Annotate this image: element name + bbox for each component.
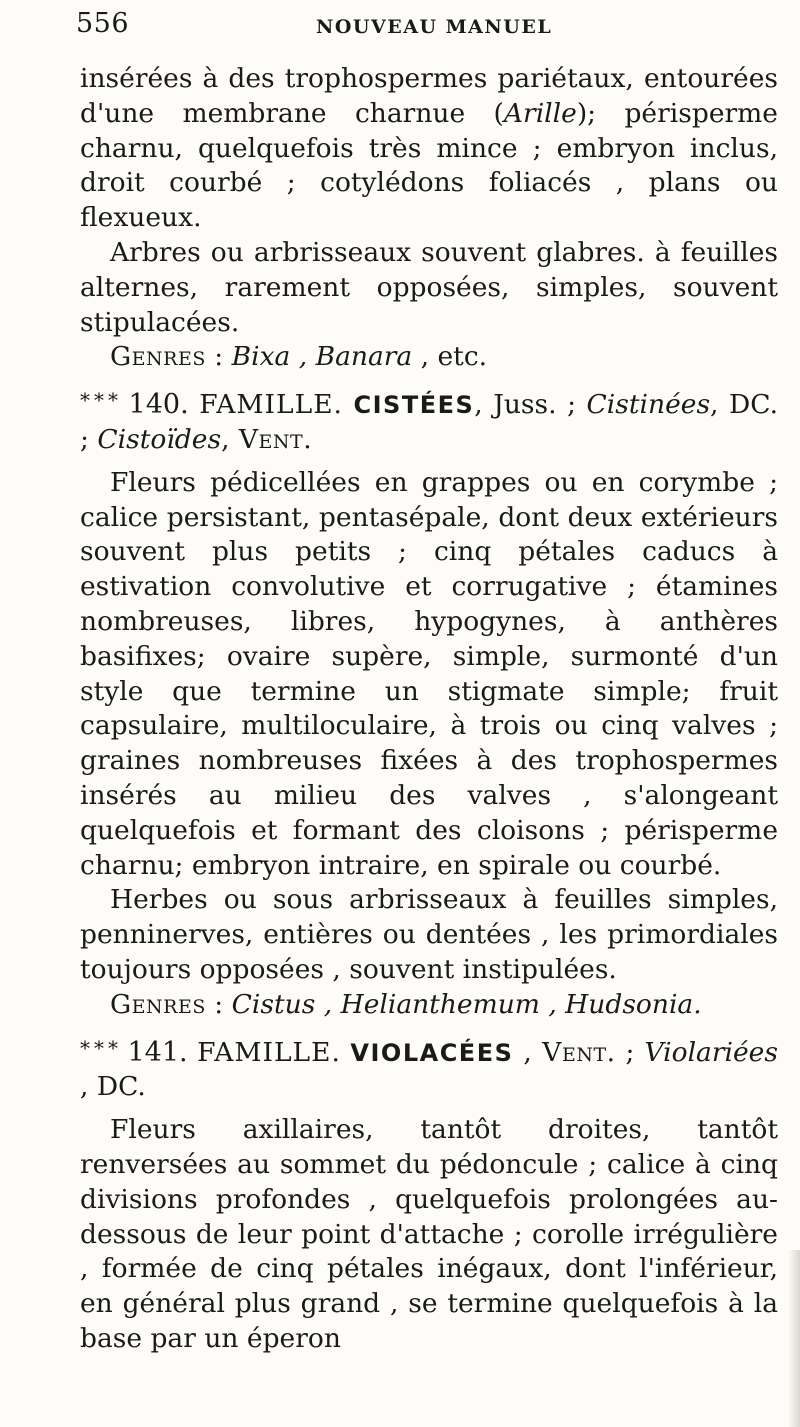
family-number: 141. xyxy=(127,1036,188,1068)
family-number: 140. xyxy=(128,389,189,421)
genres-line-cistees xyxy=(80,988,778,1023)
page-edge-shadow xyxy=(788,1250,800,1427)
family-synonym: Cistinées xyxy=(586,389,711,421)
body-text xyxy=(80,62,778,1357)
text-run: insérées à des trophospermes pariétaux, entourées d'une membrane charnue ( xyxy=(80,63,778,129)
paragraph-cistees-description: Fleurs pédicellées en grappes ou en corymbe ; calice persistant, pentasépale, dont deux extérieurs souvent plus petits ; cinq pétales caducs à estivation convolutive et corrugative ; étamines nombreuses, libres, hypogynes, à anthères basifixes; ovaire supère, simple, surmonté d'un style que termine un stigmate simple; fruit capsulaire, multiloculaire, à trois ou cinq valves ; graines nombreuses fixées à des trophospermes insérés au milieu des valves , s'alongeant quelquefois et formant des cloisons ; périsperme charnu; embryon intraire, en spirale ou courbé. xyxy=(80,466,778,881)
family-heading-141 xyxy=(80,1031,778,1106)
family-word: FAMILLE. xyxy=(197,1036,341,1068)
paragraph-bixa-habit: Arbres ou arbrisseaux souvent glabres. à feuilles alternes, rarement opposées, simples, souvent stipulacées. xyxy=(80,236,778,338)
page-header xyxy=(76,4,776,48)
paragraph-violacees-description: Fleurs axillaires, tantôt droites, tantôt renversées au sommet du pédoncule ; calice à cinq divisions profondes , quelquefois prolongées au-dessous de leur point d'attache ; corolle irrégulière , formée de cinq pétales inégaux, dont l'inférieur, en général plus grand , se termine quelquefois à la base par un éperon xyxy=(80,1114,778,1354)
genres-label: Genres xyxy=(110,341,206,373)
genres-sep: : xyxy=(205,341,232,373)
family-synonym: Violariées xyxy=(644,1036,778,1068)
page-number: 556 xyxy=(76,8,130,39)
asterisk-mark: * * * xyxy=(80,388,118,413)
genres-sep: : xyxy=(205,988,232,1020)
genres-tail: , etc. xyxy=(412,341,488,373)
asterisk-mark: * * * xyxy=(80,1035,118,1060)
family-author: , Vent. xyxy=(221,423,313,455)
family-heading-140 xyxy=(80,383,778,458)
spacer xyxy=(80,1105,778,1113)
family-name: CISTÉES xyxy=(353,391,475,420)
family-name: VIOLACÉES xyxy=(350,1038,514,1067)
family-author: , DC. ; xyxy=(80,389,778,455)
italic-term-arille: Arille xyxy=(503,97,577,129)
running-head: NOUVEAU MANUEL xyxy=(316,16,553,38)
spacer xyxy=(80,1023,778,1031)
family-author: , DC. xyxy=(80,1071,146,1103)
paragraph-bixa-seeds xyxy=(80,62,778,236)
family-author: , Vent. ; xyxy=(513,1036,635,1068)
family-word: FAMILLE. xyxy=(199,389,343,421)
spacer xyxy=(80,375,778,383)
text-run: ); périsperme charnu, quelquefois très mince ; embryon inclus, droit courbé ; cotylédons foliacés , plans ou flexueux. xyxy=(80,97,778,234)
family-synonym: Cistoïdes xyxy=(97,423,222,455)
genres-line-bixa xyxy=(80,340,778,375)
genres-list: Cistus , Helianthemum , Hudsonia. xyxy=(231,988,702,1020)
family-author: , Juss. ; xyxy=(474,389,576,421)
genres-list: Bixa , Banara xyxy=(231,341,413,373)
spacer xyxy=(80,458,778,466)
genres-label: Genres xyxy=(110,988,206,1020)
paragraph-cistees-habit: Herbes ou sous arbrisseaux à feuilles simples, penninerves, entières ou dentées , les primordiales toujours opposées , souvent instipulées. xyxy=(80,884,778,985)
